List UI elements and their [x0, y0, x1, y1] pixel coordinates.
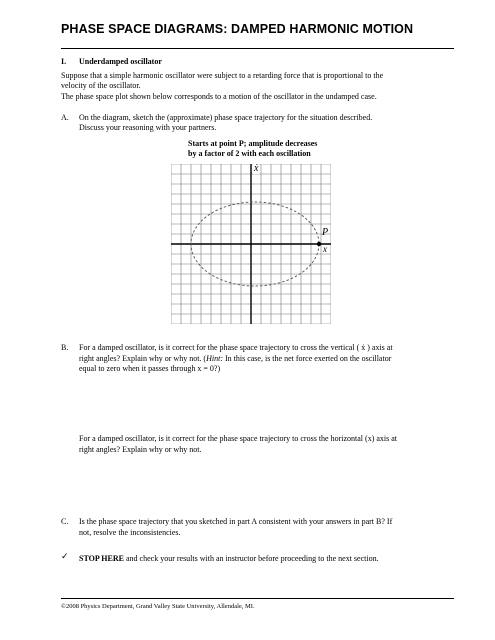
diagram-caption-1: Starts at point P; amplitude decreases: [188, 139, 318, 148]
checkmark-icon: ✓: [61, 552, 69, 562]
part-b-hint: Hint:: [206, 354, 223, 363]
section-number: I.: [61, 57, 67, 66]
part-c-line-1: Is the phase space trajectory that you sketched in part A consistent with your answers in part B? If: [79, 517, 393, 526]
part-c-line-2: not, resolve the inconsistencies.: [79, 528, 181, 537]
v-axis-label: ẋ: [254, 163, 259, 174]
part-b-line-3: equal to zero when it passes through x = 0?): [79, 364, 221, 373]
point-p-label: P: [322, 227, 329, 238]
page-title: PHASE SPACE DIAGRAMS: DAMPED HARMONIC MOTION: [61, 22, 414, 36]
stop-here-bold: STOP HERE: [79, 554, 124, 563]
part-b-line-2a: right angles? Explain why or why not. (: [79, 354, 207, 363]
part-b-label: B.: [61, 343, 69, 352]
footer-rule: [61, 598, 454, 599]
part-c-label: C.: [61, 517, 69, 526]
stop-here-line: [79, 554, 379, 564]
intro-line-3: The phase space plot shown below corresponds to a motion of the oscillator in the undamped case.: [61, 92, 377, 101]
diagram-caption-2: by a factor of 2 with each oscillation: [188, 149, 311, 158]
part-b-q2-line-2: right angles? Explain why or why not.: [79, 445, 202, 454]
title-rule: [61, 48, 454, 49]
point-p-marker: [317, 242, 321, 246]
part-b-q2-line-1: For a damped oscillator, is it correct for the phase space trajectory to cross the horizontal (x) axis at: [79, 434, 398, 443]
part-b-line-2: [79, 354, 391, 364]
intro-line-2: velocity of the oscillator.: [61, 81, 141, 90]
part-a-line-2: Discuss your reasoning with your partners.: [79, 123, 217, 132]
phase-space-diagram[interactable]: [171, 164, 331, 324]
intro-line-1: Suppose that a simple harmonic oscillator were subject to a retarding force that is proportional to the: [61, 71, 384, 80]
x-axis-label: x: [323, 244, 327, 254]
section-heading: Underdamped oscillator: [79, 57, 162, 66]
part-a-line-1: On the diagram, sketch the (approximate) phase space trajectory for the situation described.: [79, 113, 373, 122]
part-b-line-1: For a damped oscillator, is it correct for the phase space trajectory to cross the vertical ( ẋ ) axis at: [79, 343, 393, 352]
part-b-line-2b: In this case, is the net force exerted on the oscillator: [222, 354, 392, 363]
part-a-label: A.: [61, 113, 69, 122]
footer-text: ©2008 Physics Department, Grand Valley State University, Allendale, MI.: [61, 603, 255, 610]
phase-space-grid: [171, 164, 331, 324]
stop-here-rest: and check your results with an instructor before proceeding to the next section.: [123, 554, 379, 563]
